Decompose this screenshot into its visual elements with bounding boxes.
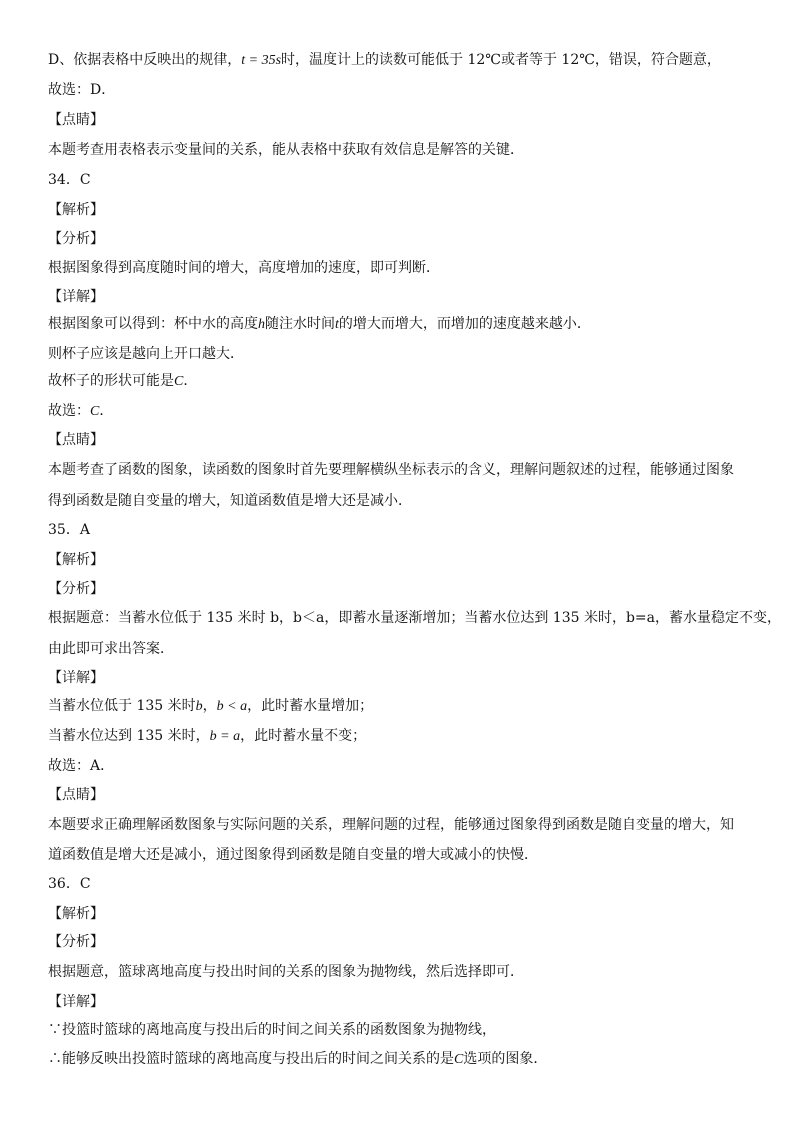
q35-detail-1-prefix: 当蓄水位低于 135 米时: [48, 698, 196, 714]
q34-answer-suffix: ．: [99, 403, 114, 419]
q34-detail-1-part3: 的增大而增大，而增加的速度越来越小．: [338, 316, 591, 332]
q34-analysis-header: 【解析】: [48, 202, 104, 218]
q36-number: 36．C: [48, 876, 91, 892]
q36-detail-2: [48, 1049, 760, 1070]
var-b: b: [195, 699, 203, 714]
q33-option-d: [48, 50, 760, 71]
q36-detail-2-suffix: 选项的图象．: [463, 1051, 548, 1067]
q34-comment-1: 本题考查了函数的图象，读函数的图象时首先要理解横纵坐标表示的含义，理解问题叙述的过程，能够通过图象: [48, 462, 734, 478]
q35-number: 35．A: [48, 522, 90, 538]
q36-fenxi: 根据题意，篮球离地高度与投出时间的关系的图象为抛物线，然后选择即可．: [48, 964, 524, 980]
option-d-prefix: D、依据表格中反映出的规律，: [48, 52, 242, 68]
q33-comment-header: 【点睛】: [48, 112, 104, 128]
q34-detail-1: [48, 314, 760, 335]
var-h: h: [258, 317, 265, 332]
q35-detail-2: [48, 726, 760, 747]
q34-detail-1-part2: 随注水时间: [265, 316, 335, 332]
q35-comment-header: 【点睛】: [48, 787, 104, 803]
var-c: C: [454, 1052, 464, 1067]
time-expression: t = 35s: [241, 53, 282, 68]
q35-analysis-header: 【解析】: [48, 552, 104, 568]
q35-detail-header: 【详解】: [48, 670, 104, 686]
q34-detail-1-part1: 根据图象可以得到：杯中水的高度: [48, 316, 258, 332]
q36-analysis-header: 【解析】: [48, 906, 104, 922]
inequality-b-lt-a: b < a: [216, 699, 248, 714]
q35-comment-1: 本题要求正确理解函数图象与实际问题的关系，理解问题的过程，能够通过图象得到函数是随自变量的增大，知: [48, 817, 734, 833]
q33-comment: 本题考查用表格表示变量间的关系，能从表格中获取有效信息是解答的关键．: [48, 142, 524, 158]
q35-comment-2: 道函数值是增大还是减小，通过图象得到函数是随自变量的增大或减小的快慢．: [48, 847, 538, 863]
q34-comment-header: 【点睛】: [48, 432, 104, 448]
var-c: C: [90, 404, 100, 419]
q35-fenxi-1: 根据题意：当蓄水位低于 135 米时 b，b＜a，即蓄水量逐渐增加；当蓄水位达到 135 米时，b=a，蓄水量稳定不变，: [48, 610, 782, 626]
q35-detail-2-prefix: 当蓄水位达到 135 米时，: [48, 728, 210, 744]
q36-detail-header: 【详解】: [48, 994, 104, 1010]
q34-answer: [48, 401, 760, 422]
q35-detail-2-suffix: ，此时蓄水量不变；: [240, 728, 367, 744]
q34-detail-3: [48, 371, 760, 392]
q35-fenxi-header: 【分析】: [48, 581, 104, 597]
q34-fenxi: 根据图象得到高度随时间的增大，高度增加的速度，即可判断．: [48, 260, 440, 276]
q34-comment-2: 得到函数是随自变量的增大，知道函数值是增大还是减小．: [48, 493, 412, 509]
q36-fenxi-header: 【分析】: [48, 934, 104, 950]
q35-detail-1-suffix: ，此时蓄水量增加；: [247, 698, 374, 714]
var-c: C: [174, 374, 184, 389]
q35-detail-1-sep: ，: [202, 698, 217, 714]
option-d-suffix: 时，温度计上的读数可能低于 12℃或者等于 12℃，错误，符合题意，: [281, 52, 721, 68]
q35-fenxi-2: 由此即可求出答案．: [48, 641, 174, 657]
q35-answer: 故选：A．: [48, 758, 115, 774]
var-t: t: [335, 317, 339, 332]
q34-answer-prefix: 故选：: [48, 403, 90, 419]
q34-detail-2: 则杯子应该是越向上开口越大．: [48, 346, 244, 362]
q34-detail-3-suffix: ．: [183, 373, 198, 389]
q36-detail-1: ∵投篮时篮球的离地高度与投出后的时间之间关系的函数图象为抛物线，: [48, 1022, 496, 1038]
q34-detail-3-prefix: 故杯子的形状可能是: [48, 373, 174, 389]
q34-number: 34．C: [48, 172, 91, 188]
q33-answer: 故选：D．: [48, 82, 116, 98]
q34-fenxi-header: 【分析】: [48, 231, 104, 247]
q35-detail-1: [48, 696, 760, 717]
equation-b-eq-a: b = a: [209, 729, 241, 744]
q36-detail-2-prefix: ∴能够反映出投篮时篮球的离地高度与投出后的时间之间关系的是: [48, 1051, 454, 1067]
q34-detail-header: 【详解】: [48, 289, 104, 305]
